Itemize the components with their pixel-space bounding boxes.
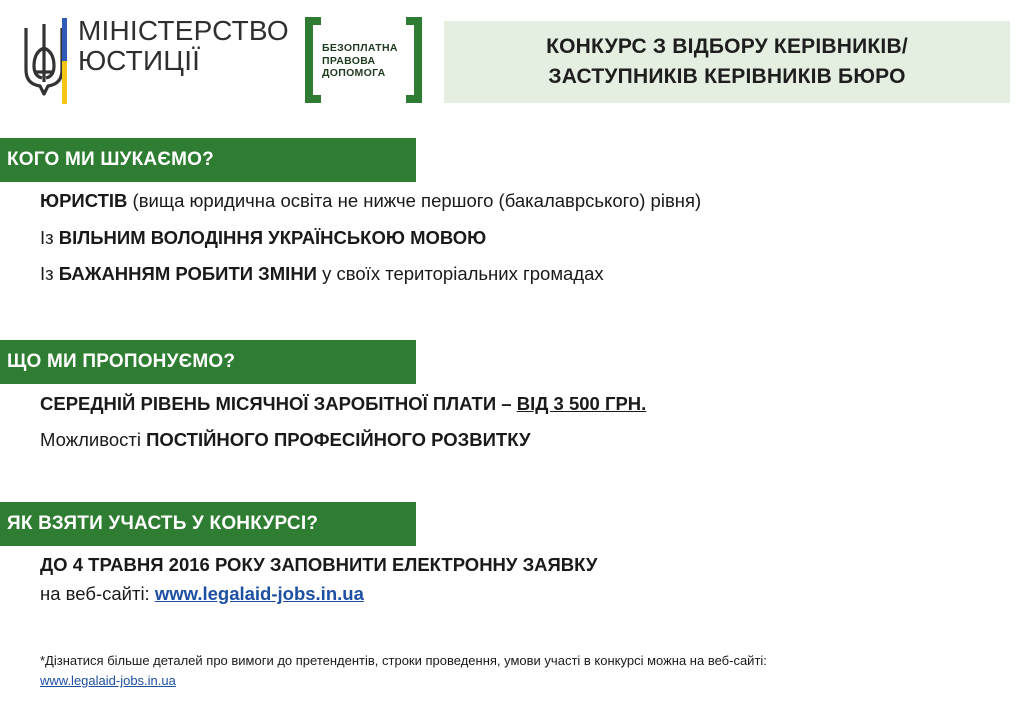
ministry-logo xyxy=(22,18,66,104)
offer-salary-amount: ВІД 3 500 ГРН. xyxy=(516,393,647,414)
ministry-name xyxy=(78,16,289,76)
ministry-name-line2: ЮСТИЦІЇ xyxy=(78,45,201,76)
requirement-lawyers xyxy=(40,189,701,213)
title-line2: ЗАСТУПНИКІВ КЕРІВНИКІВ БЮРО xyxy=(548,65,906,88)
apply-website xyxy=(40,582,364,606)
bracket-right-icon xyxy=(406,17,422,103)
requirement-motivation-rest: у своїх територіальних громадах xyxy=(316,263,604,284)
apply-deadline xyxy=(40,553,597,577)
footnote-link[interactable]: www.legalaid-jobs.in.ua xyxy=(40,673,176,688)
footnote xyxy=(40,651,767,691)
ministry-name-line1: МІНІСТЕРСТВО xyxy=(78,15,289,46)
page-title xyxy=(444,21,1010,103)
section-header-offer: ЩО МИ ПРОПОНУЄМО? xyxy=(0,340,416,384)
offer-development-bold: ПОСТІЙНОГО ПРОФЕСІЙНОГО РОЗВИТКУ xyxy=(146,429,531,450)
requirement-motivation xyxy=(40,262,604,286)
offer-development-pre: Можливості xyxy=(40,429,147,450)
legal-aid-line1: БЕЗОПЛАТНА xyxy=(322,42,398,54)
section-header-who: КОГО МИ ШУКАЄМО? xyxy=(0,138,416,182)
footnote-text: *Дізнатися більше деталей про вимоги до претендентів, строки проведення, умови участі в конкурсі можна на веб-сайті: xyxy=(40,653,767,668)
requirement-motivation-bold: БАЖАННЯМ РОБИТИ ЗМІНИ xyxy=(58,263,317,284)
requirement-language-bold: ВІЛЬНИМ ВОЛОДІННЯ УКРАЇНСЬКОЮ МОВОЮ xyxy=(58,227,487,248)
requirement-lawyers-bold: ЮРИСТІВ xyxy=(40,190,128,211)
requirement-language xyxy=(40,226,486,250)
offer-development xyxy=(40,428,530,452)
section-header-apply: ЯК ВЗЯТИ УЧАСТЬ У КОНКУРСІ? xyxy=(0,502,416,546)
trident-icon xyxy=(22,18,66,104)
requirement-language-pre: Із xyxy=(40,227,59,248)
flag-stripe xyxy=(62,18,67,104)
apply-website-pre: на веб-сайті: xyxy=(40,583,155,604)
legal-aid-line3: ДОПОМОГА xyxy=(322,67,386,79)
title-line1: КОНКУРС З ВІДБОРУ КЕРІВНИКІВ/ xyxy=(546,35,908,58)
apply-website-link[interactable]: www.legalaid-jobs.in.ua xyxy=(154,583,364,604)
legal-aid-logo xyxy=(305,17,422,103)
bracket-left-icon xyxy=(305,17,321,103)
legal-aid-line2: ПРАВОВА xyxy=(322,54,376,67)
apply-deadline-bold: ДО 4 ТРАВНЯ 2016 РОКУ ЗАПОВНИТИ ЕЛЕКТРОННУ ЗАЯВКУ xyxy=(40,554,598,575)
offer-salary xyxy=(40,392,646,416)
requirement-lawyers-rest: (вища юридична освіта не нижче першого (бакалаврського) рівня) xyxy=(127,190,702,211)
requirement-motivation-pre: Із xyxy=(40,263,59,284)
legal-aid-text xyxy=(322,42,398,80)
offer-salary-bold: СЕРЕДНІЙ РІВЕНЬ МІСЯЧНОЇ ЗАРОБІТНОЇ ПЛАТИ – xyxy=(40,393,517,414)
